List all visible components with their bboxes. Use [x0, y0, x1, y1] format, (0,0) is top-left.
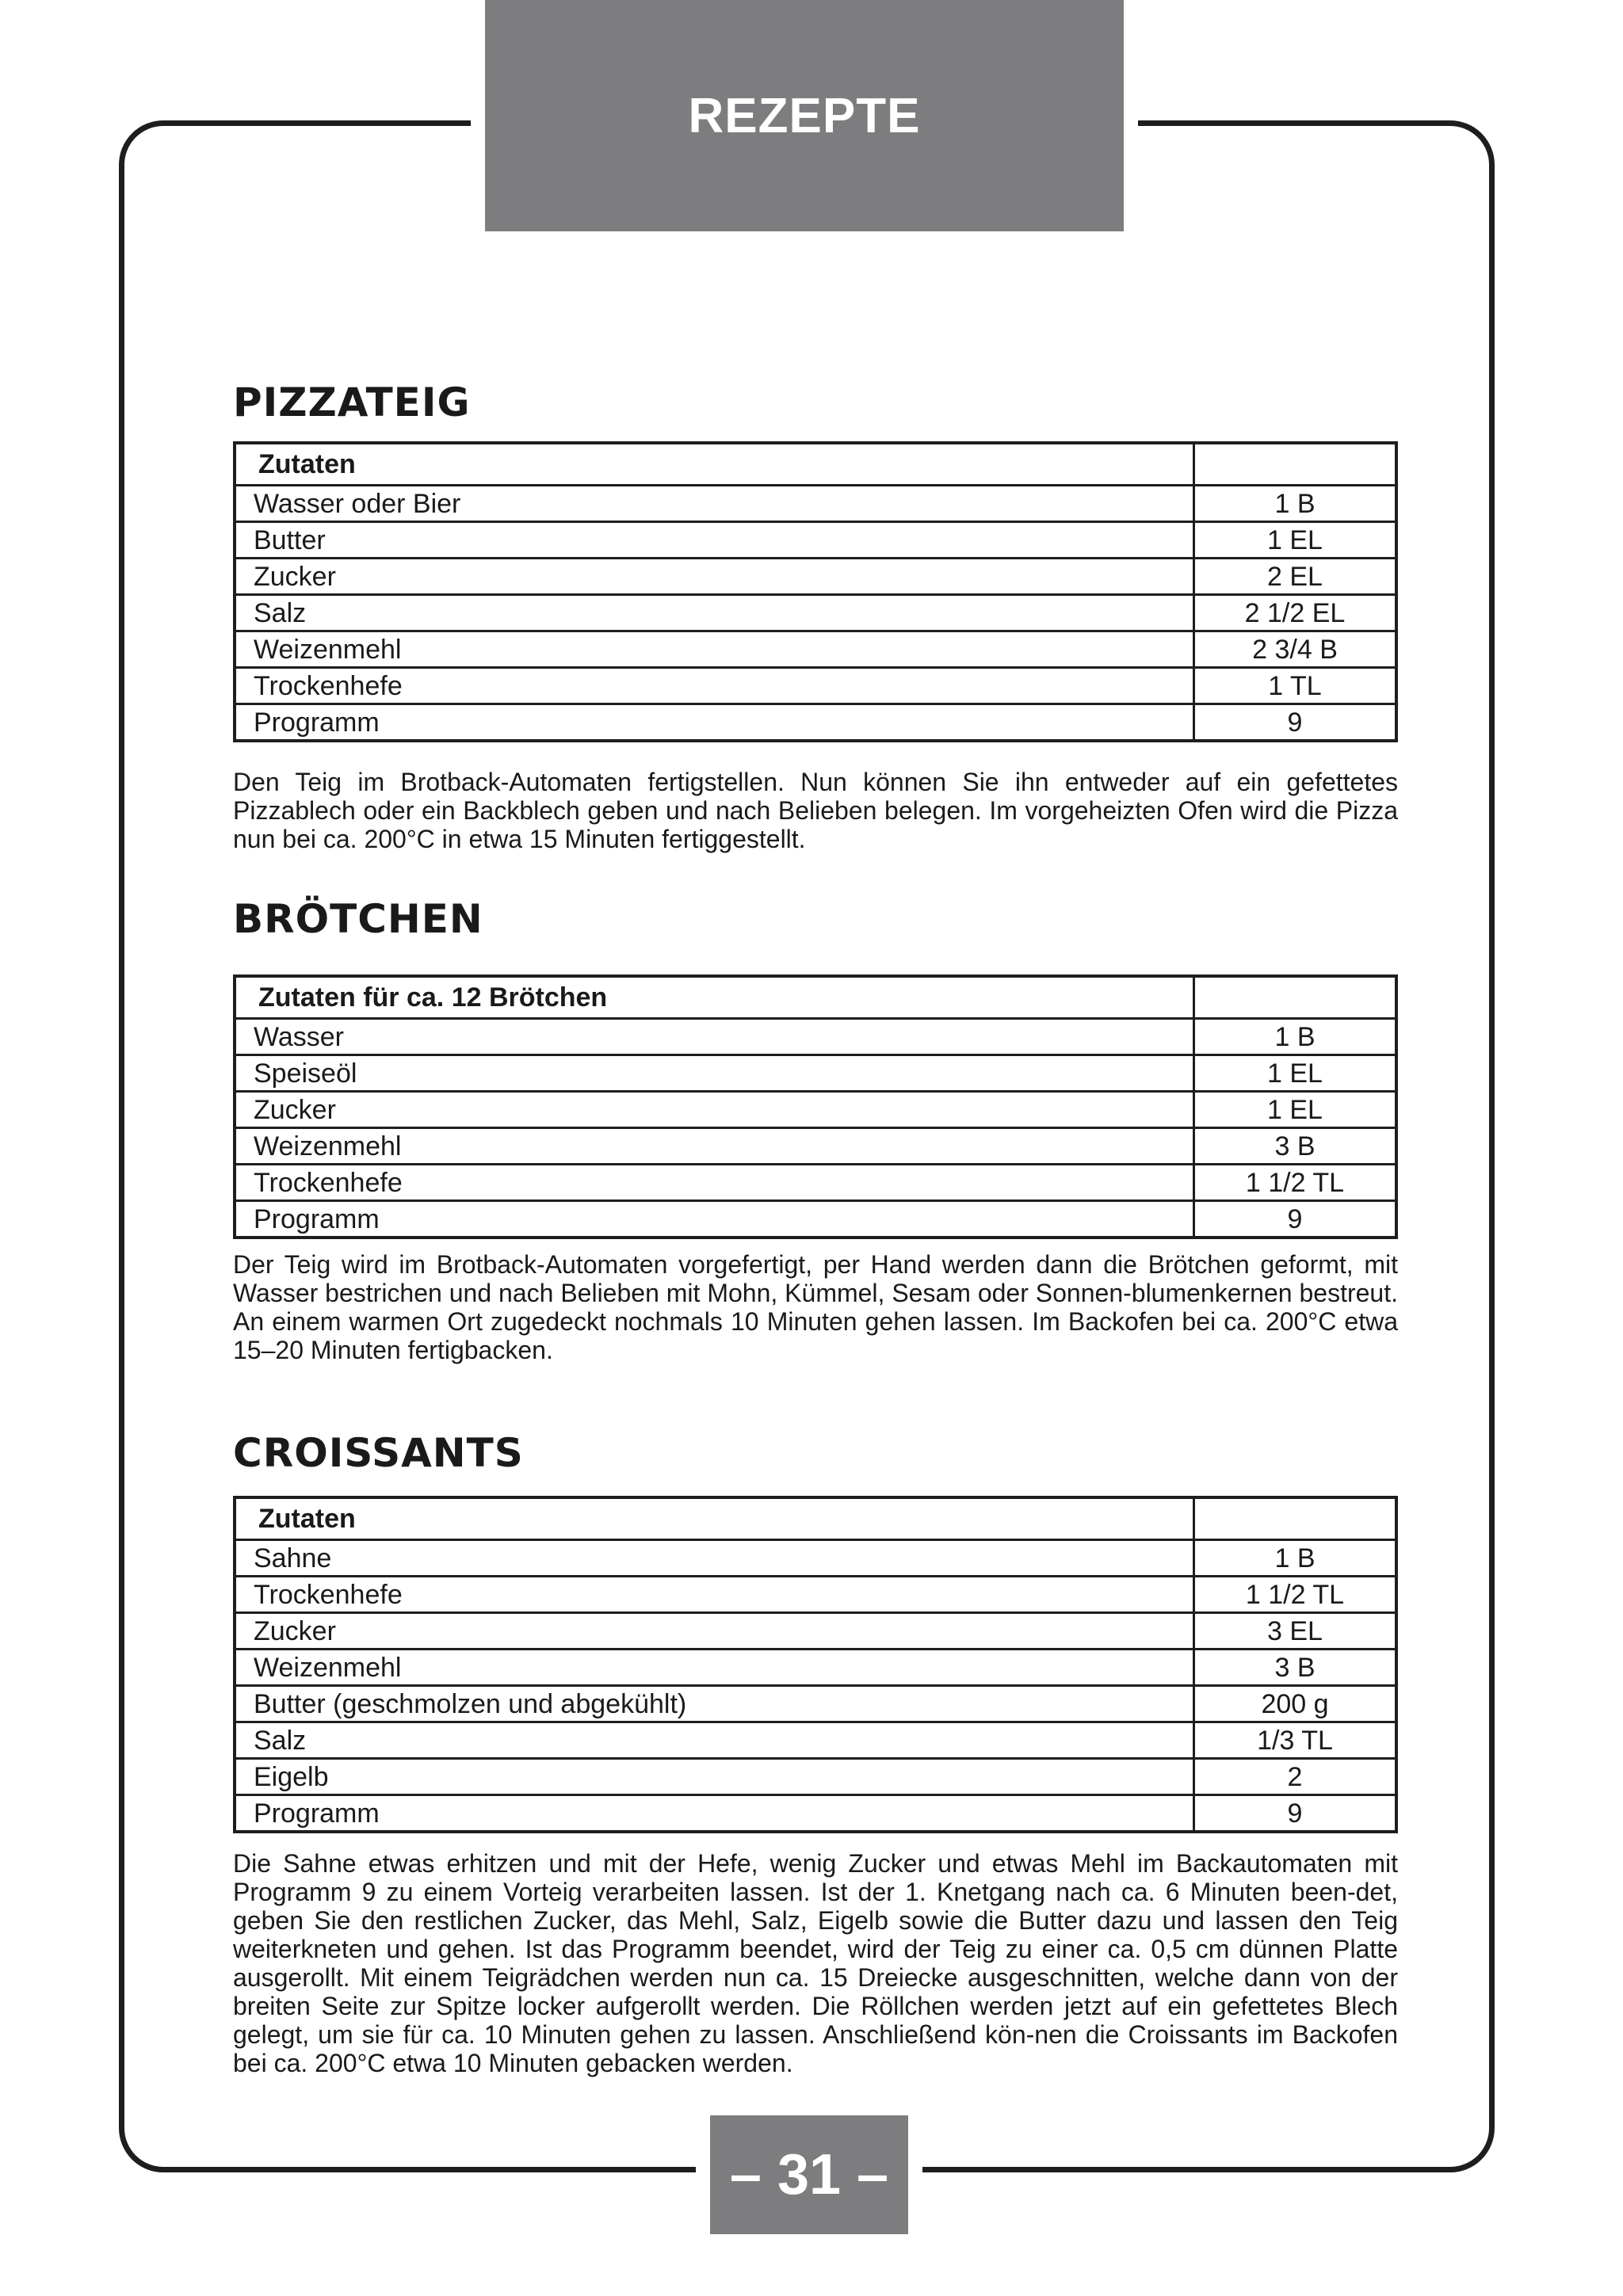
table-row	[235, 1128, 1396, 1165]
table-header-label: Zutaten	[235, 1497, 1194, 1540]
ingredient-name: Programm	[235, 704, 1194, 742]
table-row	[235, 1650, 1396, 1686]
recipe-croissants	[233, 1429, 1398, 2077]
ingredients-table	[233, 441, 1398, 742]
ingredient-amount: 2	[1194, 1759, 1397, 1795]
ingredient-name: Trockenhefe	[235, 668, 1194, 704]
table-row	[235, 668, 1396, 704]
ingredient-amount: 1/3 TL	[1194, 1722, 1397, 1759]
table-row	[235, 1201, 1396, 1238]
ingredient-amount: 9	[1194, 704, 1397, 742]
ingredient-amount: 1 B	[1194, 486, 1397, 522]
ingredient-amount: 3 B	[1194, 1128, 1397, 1165]
table-row	[235, 1577, 1396, 1613]
ingredient-name: Zucker	[235, 559, 1194, 595]
table-header-amount	[1194, 443, 1397, 486]
ingredient-name: Trockenhefe	[235, 1165, 1194, 1201]
table-row	[235, 559, 1396, 595]
recipe-instructions: Der Teig wird im Brotback-Automaten vorgefertigt, per Hand werden dann die Brötchen geformt, mit Wasser bestrichen und nach Belieben mit Mohn, Kümmel, Sesam oder Sonnen-blumenkernen bestreut. An einem warmen Ort zugedeckt nochmals 10 Minuten gehen lassen. Im Backofen bei ca. 200°C etwa 15–20 Minuten fertigbacken.	[233, 1250, 1398, 1364]
ingredient-amount: 2 1/2 EL	[1194, 595, 1397, 631]
ingredient-amount: 9	[1194, 1795, 1397, 1833]
ingredient-name: Programm	[235, 1795, 1194, 1833]
table-row	[235, 595, 1396, 631]
recipe-title: BRÖTCHEN	[233, 896, 483, 942]
recipe-broetchen	[233, 895, 1398, 1364]
table-row	[235, 1540, 1396, 1577]
recipe-instructions: Die Sahne etwas erhitzen und mit der Hefe, wenig Zucker und etwas Mehl im Backautomaten mit Programm 9 zu einem Vorteig verarbeiten lassen. Ist der 1. Knetgang nach ca. 6 Minuten been-det, geben Sie den restlichen Zucker, das Mehl, Salz, Eigelb sowie die Butter dazu und lassen den Teig weiterkneten und gehen. Ist das Programm beendet, wird der Teig zu einer ca. 0,5 cm dünnen Platte ausgerollt. Mit einem Teigrädchen werden nun ca. 15 Dreiecke ausgeschnitten, welche dann von der breiten Seite zur Spitze locker aufgerollt werden. Die Röllchen werden jetzt auf ein gefettetes Blech gelegt, um sie für ca. 10 Minuten gehen zu lassen. Anschließend kön-nen die Croissants im Backofen bei ca. 200°C etwa 10 Minuten gebacken werden.	[233, 1849, 1398, 2077]
table-header-label: Zutaten für ca. 12 Brötchen	[235, 976, 1194, 1019]
table-row	[235, 1722, 1396, 1759]
table-header-amount	[1194, 1497, 1397, 1540]
ingredient-amount: 3 EL	[1194, 1613, 1397, 1650]
ingredient-name: Wasser oder Bier	[235, 486, 1194, 522]
page-number: – 31 –	[729, 2143, 889, 2206]
page-title: REZEPTE	[688, 88, 921, 143]
ingredient-name: Weizenmehl	[235, 631, 1194, 668]
ingredient-amount: 2 EL	[1194, 559, 1397, 595]
ingredient-name: Weizenmehl	[235, 1128, 1194, 1165]
ingredient-amount: 1 1/2 TL	[1194, 1165, 1397, 1201]
ingredients-table	[233, 1496, 1398, 1833]
table-row	[235, 522, 1396, 559]
ingredient-name: Salz	[235, 595, 1194, 631]
ingredient-name: Butter	[235, 522, 1194, 559]
ingredient-name: Trockenhefe	[235, 1577, 1194, 1613]
table-row	[235, 1795, 1396, 1833]
recipe-title: PIZZATEIG	[233, 379, 471, 425]
ingredient-amount: 9	[1194, 1201, 1397, 1238]
ingredient-name: Sahne	[235, 1540, 1194, 1577]
table-header-row	[235, 1497, 1396, 1540]
ingredient-amount: 1 B	[1194, 1019, 1397, 1055]
ingredient-name: Zucker	[235, 1092, 1194, 1128]
ingredient-name: Eigelb	[235, 1759, 1194, 1795]
page-number-tab	[710, 2115, 908, 2234]
ingredient-name: Butter (geschmolzen und abgekühlt)	[235, 1686, 1194, 1722]
ingredient-name: Weizenmehl	[235, 1650, 1194, 1686]
recipe-title: CROISSANTS	[233, 1430, 524, 1476]
ingredient-amount: 1 TL	[1194, 668, 1397, 704]
ingredient-amount: 1 EL	[1194, 1055, 1397, 1092]
header-tab	[485, 0, 1124, 231]
ingredient-amount: 2 3/4 B	[1194, 631, 1397, 668]
table-row	[235, 1055, 1396, 1092]
table-row	[235, 704, 1396, 742]
ingredient-amount: 1 B	[1194, 1540, 1397, 1577]
ingredient-name: Speiseöl	[235, 1055, 1194, 1092]
table-header-label: Zutaten	[235, 443, 1194, 486]
recipe-pizzateig	[233, 379, 1398, 853]
table-row	[235, 1092, 1396, 1128]
ingredient-amount: 1 EL	[1194, 522, 1397, 559]
table-header-row	[235, 976, 1396, 1019]
table-row	[235, 1019, 1396, 1055]
ingredient-amount: 1 1/2 TL	[1194, 1577, 1397, 1613]
table-row	[235, 1686, 1396, 1722]
ingredient-amount: 200 g	[1194, 1686, 1397, 1722]
table-row	[235, 631, 1396, 668]
ingredient-name: Programm	[235, 1201, 1194, 1238]
table-row	[235, 1613, 1396, 1650]
ingredient-name: Salz	[235, 1722, 1194, 1759]
table-row	[235, 486, 1396, 522]
table-row	[235, 1165, 1396, 1201]
ingredients-table	[233, 974, 1398, 1239]
ingredient-name: Zucker	[235, 1613, 1194, 1650]
table-header-amount	[1194, 976, 1397, 1019]
ingredient-amount: 1 EL	[1194, 1092, 1397, 1128]
ingredient-name: Wasser	[235, 1019, 1194, 1055]
ingredient-amount: 3 B	[1194, 1650, 1397, 1686]
table-header-row	[235, 443, 1396, 486]
table-row	[235, 1759, 1396, 1795]
recipe-instructions: Den Teig im Brotback-Automaten fertigstellen. Nun können Sie ihn entweder auf ein gefettetes Pizzablech oder ein Backblech geben und nach Belieben belegen. Im vorgeheizten Ofen wird die Pizza nun bei ca. 200°C in etwa 15 Minuten fertiggestellt.	[233, 768, 1398, 853]
